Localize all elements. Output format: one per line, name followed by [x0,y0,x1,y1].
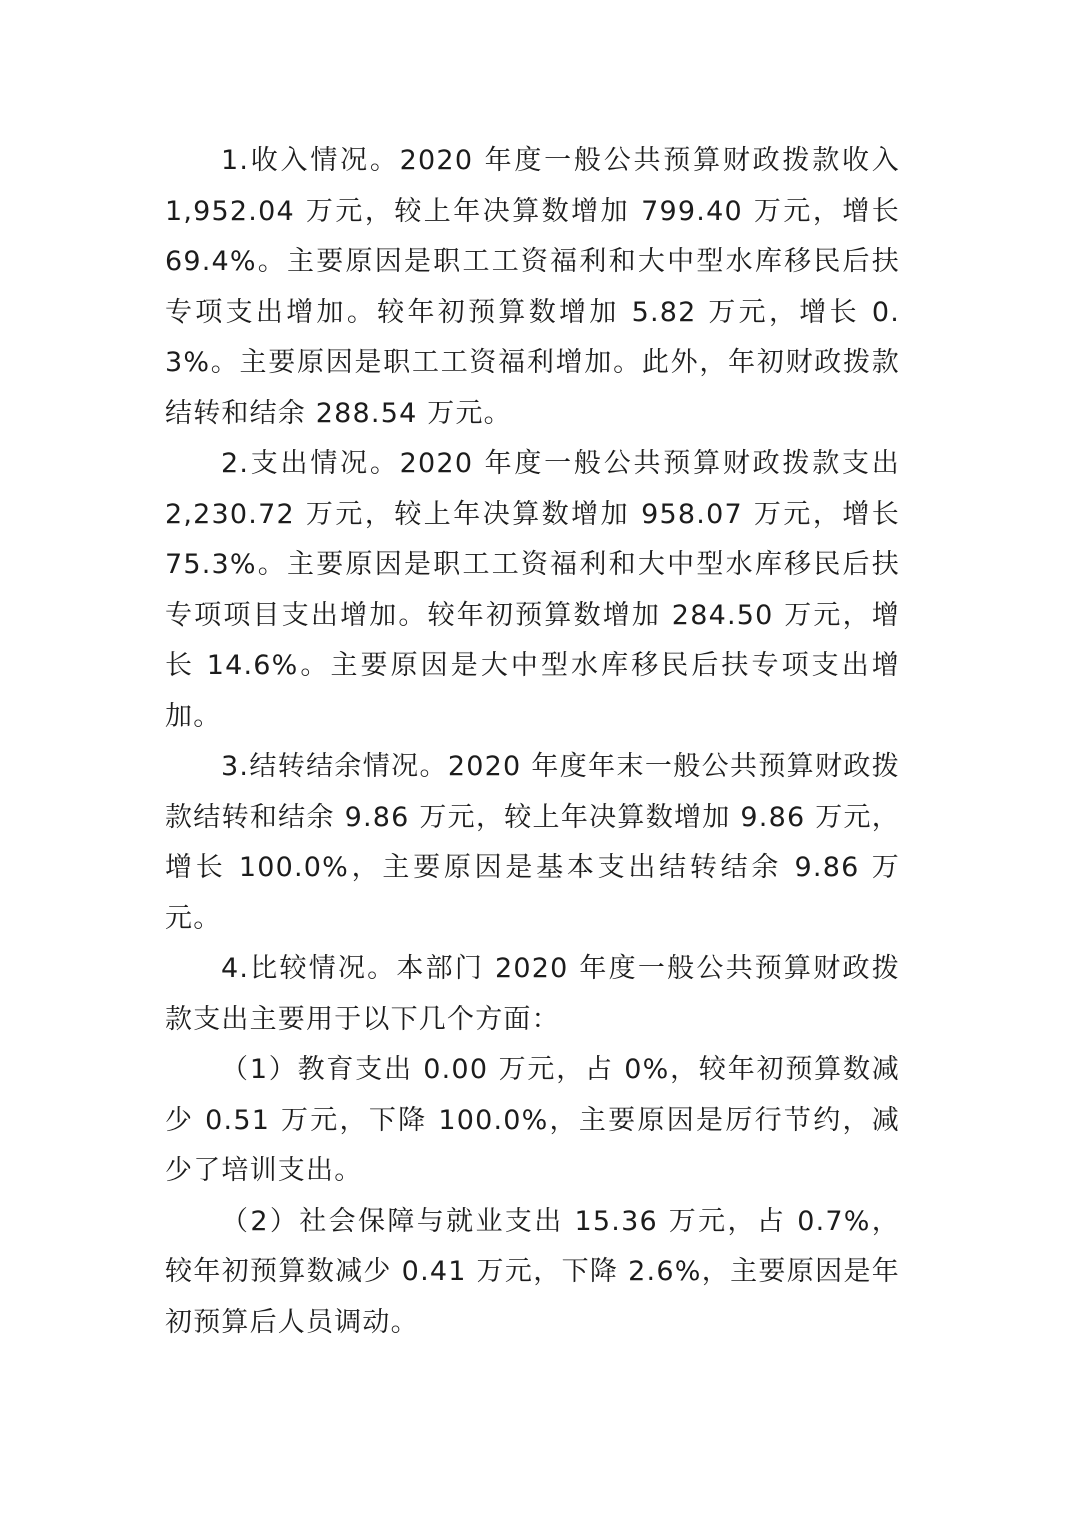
paragraph-income: 1.收入情况。2020 年度一般公共预算财政拨款收入 1,952.04 万元，较上年决算数增加 799.40 万元，增长 69.4%。主要原因是职工工资福利和大中型水库移民后扶专项支出增加。较年初预算数增加 5.82 万元，增长 0.3%。主要原因是职工工资福利增加。此外，年初财政拨款结转和结余 288.54 万元。 [165,145,900,429]
paragraph-social-security: （2）社会保障与就业支出 15.36 万元，占 0.7%，较年初预算数减少 0.41 万元，下降 2.6%，主要原因是年初预算后人员调动。 [165,1205,900,1338]
paragraph-education: （1）教育支出 0.00 万元，占 0%，较年初预算数减少 0.51 万元，下降 100.0%，主要原因是厉行节约，减少了培训支出。 [165,1054,900,1186]
paragraph-carryover: 3.结转结余情况。2020 年度年末一般公共预算财政拨款结转和结余 9.86 万元，较上年决算数增加 9.86 万元，增长 100.0%，主要原因是基本支出结转结余 9.86 万元。 [165,751,900,934]
paragraph-expenditure: 2.支出情况。2020 年度一般公共预算财政拨款支出 2,230.72 万元，较上年决算数增加 958.07 万元，增长 75.3%。主要原因是职工工资福利和大中型水库移民后扶专项项目支出增加。较年初预算数增加 284.50 万元，增长 14.6%。主要原因是大中型水库移民后扶专项支出增加。 [165,448,900,732]
document-body [165,136,900,1348]
paragraph-comparison: 4.比较情况。本部门 2020 年度一般公共预算财政拨款支出主要用于以下几个方面： [165,953,900,1035]
